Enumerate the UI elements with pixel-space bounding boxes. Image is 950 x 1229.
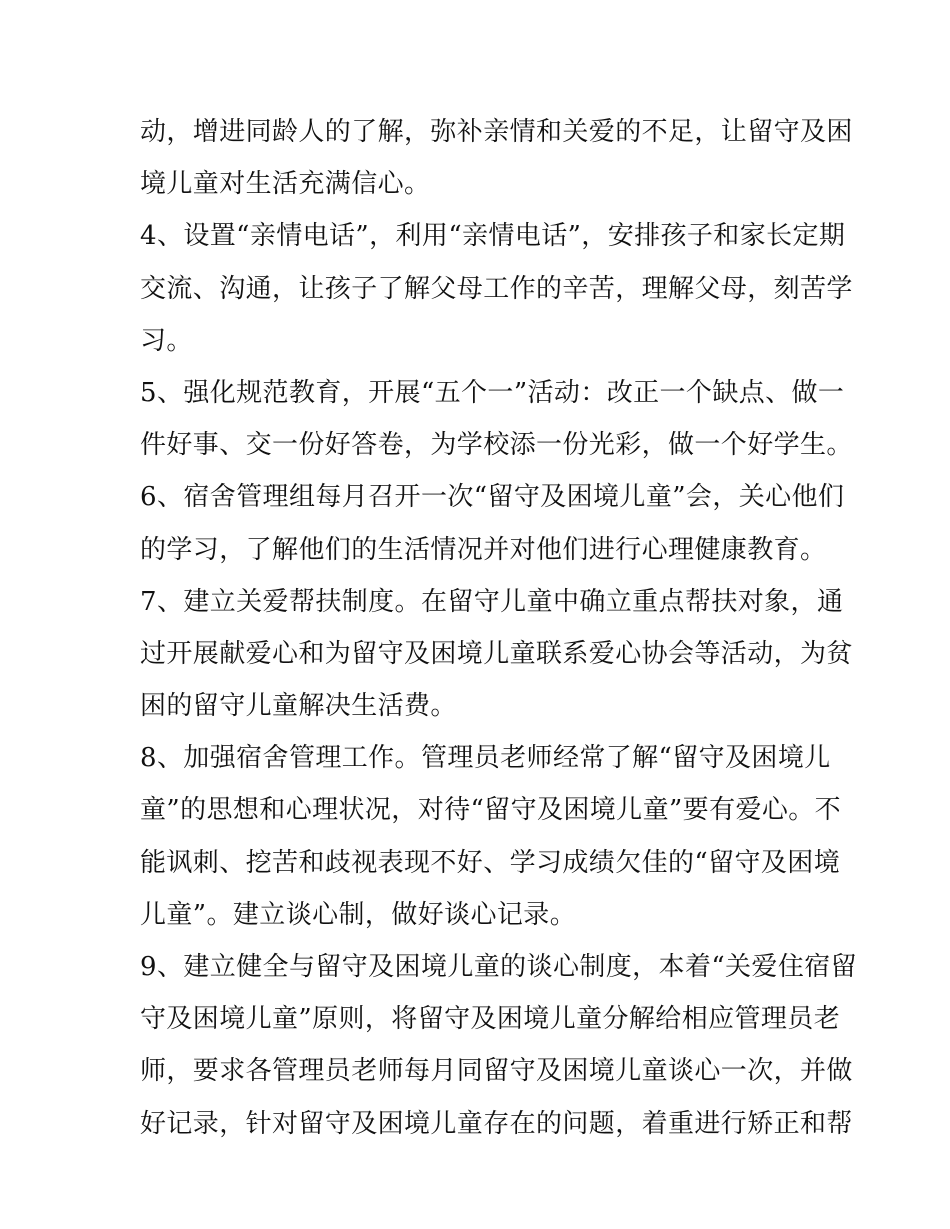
text-line-6: 5、强化规范教育，开展“五个一”活动：改正一个缺点、做一 <box>140 377 845 408</box>
text-line-15: 能讽刺、挖苦和歧视表现不好、学习成绩欠佳的“留守及困境 <box>140 847 841 878</box>
text-line-12: 困的留守儿童解决生活费。 <box>140 691 457 722</box>
text-line-7: 件好事、交一份好答卷，为学校添一份光彩，做一个好学生。 <box>140 430 853 461</box>
text-line-18: 守及困境儿童”原则，将留守及困境儿童分解给相应管理员老 <box>140 1004 841 1035</box>
text-line-9: 的学习，了解他们的生活情况并对他们进行心理健康教育。 <box>140 534 827 565</box>
text-line-2: 境儿童对生活充满信心。 <box>140 169 431 200</box>
text-line-5: 习。 <box>140 325 193 356</box>
text-line-20: 好记录，针对留守及困境儿童存在的问题，着重进行矫正和帮 <box>140 1108 853 1139</box>
text-line-14: 童”的思想和心理状况，对待“留守及困境儿童”要有爱心。不 <box>140 795 842 826</box>
text-line-17: 9、建立健全与留守及困境儿童的谈心制度，本着“关爱住宿留 <box>140 952 858 982</box>
text-line-19: 师，要求各管理员老师每月同留守及困境儿童谈心一次，并做 <box>140 1056 853 1087</box>
text-line-4: 交流、沟通，让孩子了解父母工作的辛苦，理解父母，刻苦学 <box>140 273 853 304</box>
text-line-8: 6、宿舍管理组每月召开一次“留守及困境儿童”会，关心他们 <box>140 482 845 513</box>
text-line-3: 4、设置“亲情电话”，利用“亲情电话”，安排孩子和家长定期 <box>140 221 846 252</box>
text-line-13: 8、加强宿舍管理工作。管理员老师经常了解“留守及困境儿 <box>140 743 831 774</box>
text-line-1: 动，增进同龄人的了解，弥补亲情和关爱的不足，让留守及困 <box>140 117 853 147</box>
text-line-10: 7、建立关爱帮扶制度。在留守儿童中确立重点帮扶对象，通 <box>140 586 844 617</box>
document-body <box>140 106 858 1150</box>
text-line-16: 儿童”。建立谈心制，做好谈心记录。 <box>140 899 577 930</box>
text-line-11: 过开展献爱心和为留守及困境儿童联系爱心协会等活动，为贫 <box>140 638 853 669</box>
